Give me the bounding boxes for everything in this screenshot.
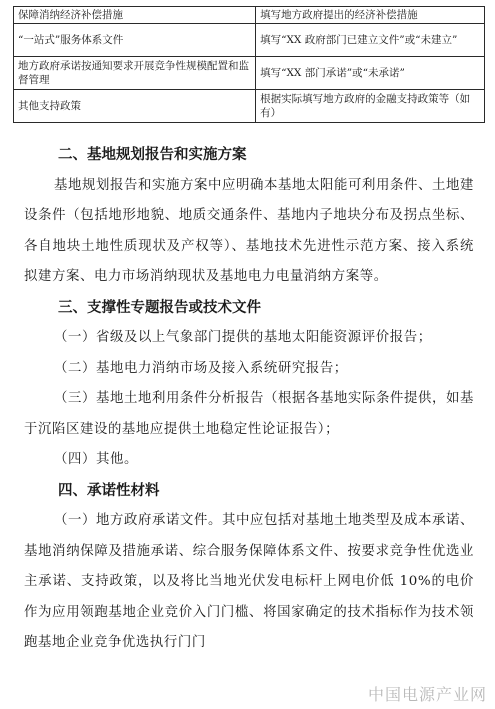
document-body — [24, 140, 474, 659]
table-cell-value: 根据实际填写地方政府的金融支持政策等（如有） — [256, 90, 485, 123]
section-heading-commitment-materials: 四、承诺性材料 — [58, 482, 160, 499]
table-row — [14, 7, 485, 24]
list-item-grid-access-report: （二）基地电力消纳市场及接入系统研究报告； — [54, 360, 348, 376]
table-cell-value: 填写“XX 政府部门已建立文件”或“未建立” — [256, 24, 485, 57]
table-cell-label: “一站式”服务体系文件 — [14, 24, 256, 57]
table-cell-label: 地方政府承诺按通知要求开展竞争性规模配置和监督管理 — [14, 57, 256, 90]
list-item-meteorological-report: （一）省级及以上气象部门提供的基地太阳能资源评价报告； — [54, 330, 432, 345]
table-cell-label: 其他支持政策 — [14, 90, 256, 123]
paragraph-commitment-materials: （一）地方政府承诺文件。其中应包括对基地土地类型及成本承诺、基地消纳保障及措施承诺、综合服务保障体系文件、按要求竞争性优选业主承诺、支持政策，以及将比当地光伏发电标杆上网电价低 10%的电价作为应用领跑基地企业竞价入门门槛、将国家确定的技术指标作为技术领跑基地企业竞争优选执行门门 — [24, 513, 474, 650]
section-heading-technical-documents: 三、支撑性专题报告或技术文件 — [58, 299, 261, 316]
paragraph-planning-report: 基地规划报告和实施方案中应明确本基地太阳能可利用条件、土地建设条件（包括地形地貌、地质交通条件、基地内子地块分布及拐点坐标、各自地块土地性质现状及产权等）、基地技术先进性示范方案、接入系统拟建方案、电力市场消纳现状及基地电力电量消纳方案等。 — [24, 177, 474, 284]
table-cell-value: 填写“XX 部门承诺”或“未承诺” — [256, 57, 485, 90]
table-row — [14, 24, 485, 57]
table-cell-value: 填写地方政府提出的经济补偿措施 — [256, 7, 485, 24]
info-table — [13, 6, 485, 123]
watermark-text: 中国电源产业网 — [367, 685, 487, 704]
list-item-land-use-report: （三）基地土地利用条件分析报告（根据各基地实际条件提供，如基于沉陷区建设的基地应提供土地稳定性论证报告）； — [24, 391, 474, 437]
section-heading-planning-report: 二、基地规划报告和实施方案 — [58, 147, 247, 163]
table-cell-label: 保障消纳经济补偿措施 — [14, 7, 256, 24]
list-item-other: （四）其他。 — [54, 452, 138, 467]
table-row — [14, 90, 485, 123]
table-row — [14, 57, 485, 90]
